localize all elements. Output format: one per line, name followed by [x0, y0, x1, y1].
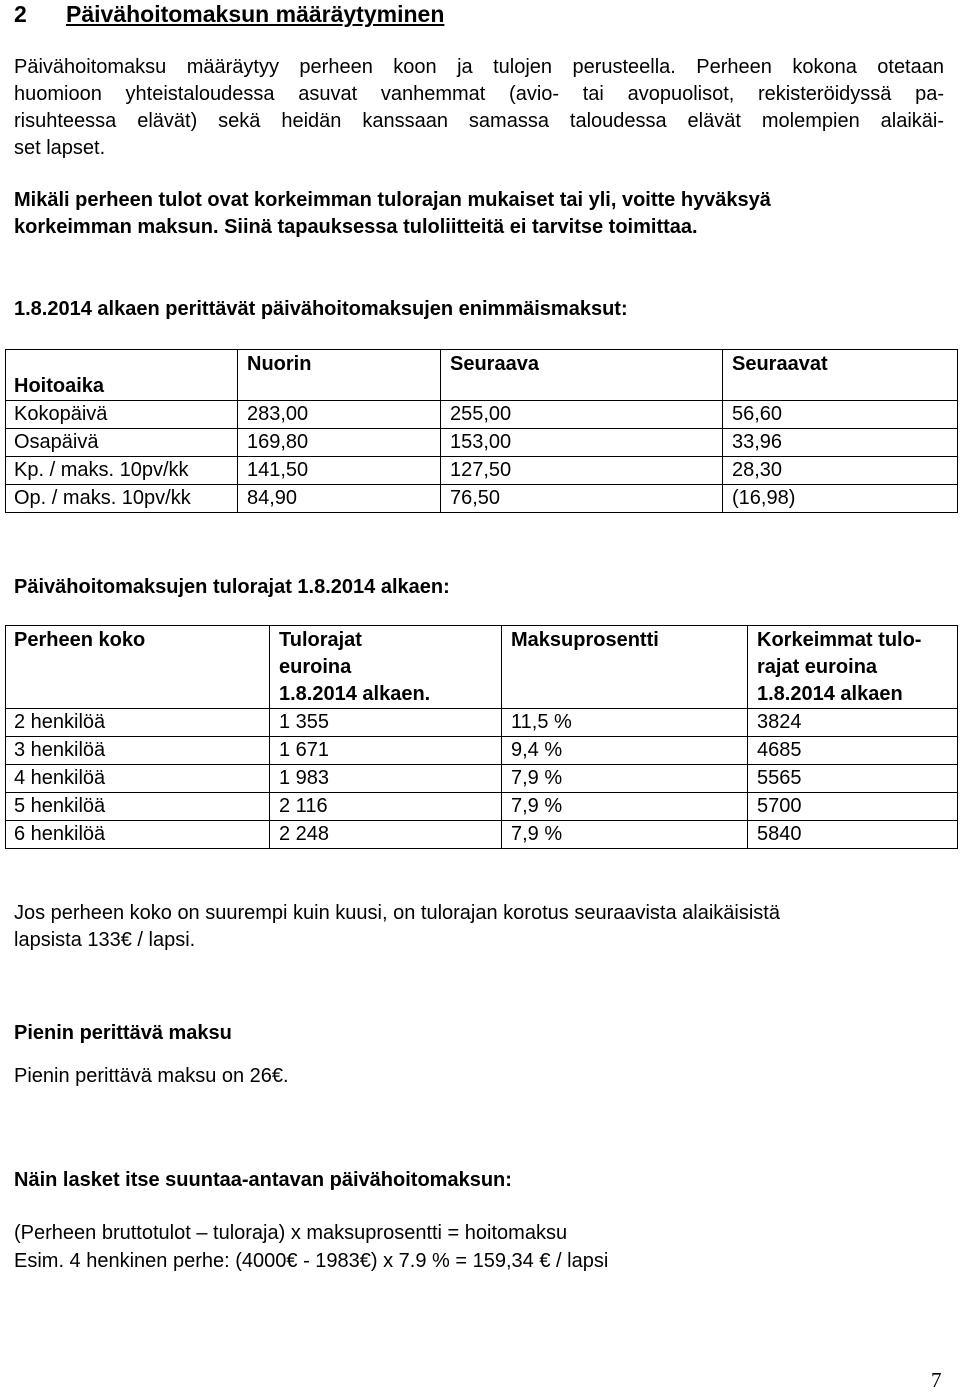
page-number: 7	[931, 1368, 942, 1392]
header-cell: Hoitoaika	[6, 350, 238, 401]
header-line: Korkeimmat tulo-	[757, 629, 922, 651]
table-cell: 2 henkilöä	[6, 709, 270, 737]
table-cell: 4685	[748, 737, 958, 765]
family-size-note	[14, 900, 944, 954]
table-row	[6, 709, 958, 737]
calculation-example: Esim. 4 henkinen perhe: (4000€ - 1983€) x 7.9 % = 159,34 € / lapsi	[14, 1250, 609, 1272]
table-cell: 169,80	[238, 429, 441, 457]
note-line: korkeimman maksun. Siinä tapauksessa tuloliitteitä ei tarvitse toimittaa.	[14, 216, 698, 238]
table-cell: 127,50	[441, 457, 723, 485]
table-cell: 1 355	[270, 709, 502, 737]
table-cell: 1 671	[270, 737, 502, 765]
income-limits-title: Päivähoitomaksujen tulorajat 1.8.2014 alkaen:	[14, 576, 450, 598]
table-cell: 3 henkilöä	[6, 737, 270, 765]
table-row	[6, 429, 958, 457]
header-cell	[270, 626, 502, 709]
table-cell: 5840	[748, 821, 958, 849]
section-title: Päivähoitomaksun määräytyminen	[66, 1, 445, 27]
table-cell: 56,60	[723, 401, 958, 429]
intro-line: set lapset.	[14, 137, 106, 159]
table-cell: Kokopäivä	[6, 401, 238, 429]
table-cell: Osapäivä	[6, 429, 238, 457]
header-line: Tulorajat	[279, 629, 362, 651]
minimum-fee-text: Pienin perittävä maksu on 26€.	[14, 1065, 289, 1087]
header-cell: Nuorin	[238, 350, 441, 401]
header-line: Maksuprosentti	[511, 629, 659, 651]
intro-paragraph	[14, 54, 944, 162]
intro-line: Päivähoitomaksu määräytyy perheen koon ja tulojen perusteella. Perheen kokona otetaan	[14, 56, 944, 78]
header-line: 1.8.2014 alkaen	[757, 683, 903, 705]
table-cell: 6 henkilöä	[6, 821, 270, 849]
table-cell: 141,50	[238, 457, 441, 485]
income-limits-table	[5, 625, 958, 849]
calculation-formula: (Perheen bruttotulot – tuloraja) x maksuprosentti = hoitomaksu	[14, 1222, 568, 1244]
max-fees-table	[5, 349, 958, 513]
header-line: 1.8.2014 alkaen.	[279, 683, 431, 705]
header-cell	[6, 626, 270, 709]
section-heading	[14, 0, 444, 29]
table-cell: 5 henkilöä	[6, 793, 270, 821]
table-cell: 7,9 %	[502, 765, 748, 793]
header-cell	[748, 626, 958, 709]
header-cell: Seuraavat	[723, 350, 958, 401]
table-cell: 4 henkilöä	[6, 765, 270, 793]
table-cell: (16,98)	[723, 485, 958, 513]
note-line: lapsista 133€ / lapsi.	[14, 929, 196, 951]
table-cell: 5565	[748, 765, 958, 793]
table-cell: 9,4 %	[502, 737, 748, 765]
header-cell: Seuraava	[441, 350, 723, 401]
table-cell: 7,9 %	[502, 821, 748, 849]
table-row	[6, 793, 958, 821]
table-cell: 2 116	[270, 793, 502, 821]
table-cell: 3824	[748, 709, 958, 737]
table-cell: 255,00	[441, 401, 723, 429]
table-cell: 2 248	[270, 821, 502, 849]
table-header-row	[6, 350, 958, 401]
max-fees-title: 1.8.2014 alkaen perittävät päivähoitomaksujen enimmäismaksut:	[14, 298, 628, 320]
table-cell: 76,50	[441, 485, 723, 513]
table-cell: 153,00	[441, 429, 723, 457]
note-line: Mikäli perheen tulot ovat korkeimman tulorajan mukaiset tai yli, voitte hyväksyä	[14, 189, 771, 211]
table-cell: 283,00	[238, 401, 441, 429]
section-number: 2	[14, 1, 27, 27]
table-cell: Op. / maks. 10pv/kk	[6, 485, 238, 513]
calculation-title: Näin lasket itse suuntaa-antavan päivähoitomaksun:	[14, 1169, 512, 1191]
table-cell: 5700	[748, 793, 958, 821]
table-row	[6, 485, 958, 513]
intro-line: risuhteessa elävät) sekä heidän kanssaan samassa taloudessa elävät molempien alaikäi-	[14, 110, 944, 132]
note-line: Jos perheen koko on suurempi kuin kuusi, on tulorajan korotus seuraavista alaikäisistä	[14, 902, 780, 924]
table-row	[6, 401, 958, 429]
table-row	[6, 821, 958, 849]
header-line: Perheen koko	[14, 629, 146, 651]
intro-line: huomioon yhteistaloudessa asuvat vanhemmat (avio- tai avopuolisot, rekisteröidyssä pa-	[14, 83, 944, 105]
table-row	[6, 765, 958, 793]
table-cell: 33,96	[723, 429, 958, 457]
table-cell: 7,9 %	[502, 793, 748, 821]
table-header-row	[6, 626, 958, 709]
table-cell: 28,30	[723, 457, 958, 485]
header-line: rajat euroina	[757, 656, 878, 678]
table-cell: 11,5 %	[502, 709, 748, 737]
minimum-fee-title: Pienin perittävä maksu	[14, 1022, 232, 1044]
table-cell: 84,90	[238, 485, 441, 513]
header-line: euroina	[279, 656, 352, 678]
max-fee-note	[14, 187, 944, 241]
table-row	[6, 737, 958, 765]
header-cell	[502, 626, 748, 709]
table-cell: 1 983	[270, 765, 502, 793]
table-cell: Kp. / maks. 10pv/kk	[6, 457, 238, 485]
table-row	[6, 457, 958, 485]
